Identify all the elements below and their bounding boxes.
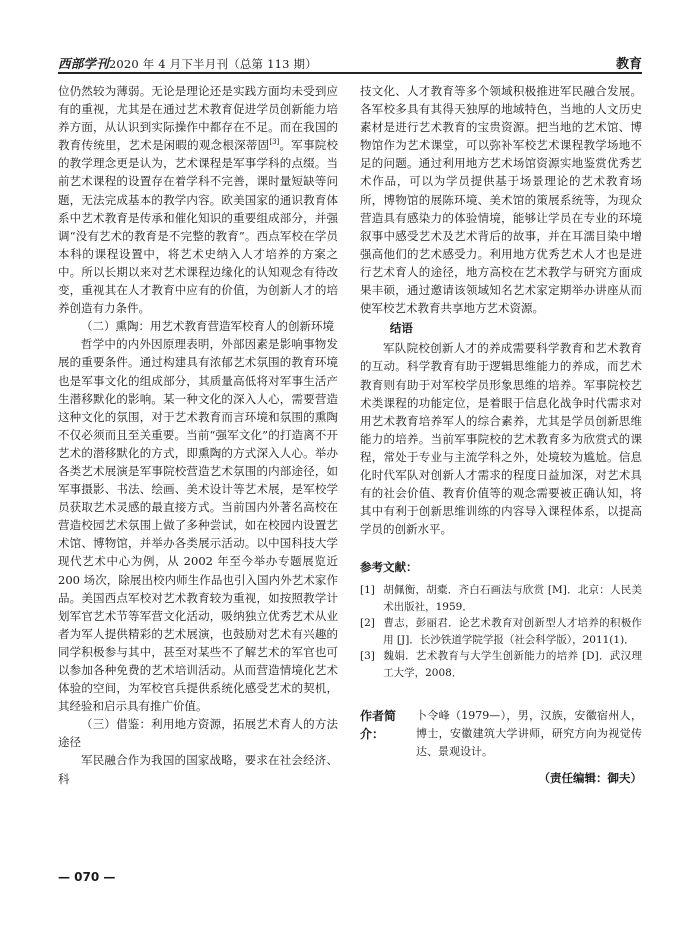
reference-number: [3] (360, 650, 375, 663)
header-rule (58, 72, 642, 74)
reference-item (360, 615, 642, 648)
editor-note: （责任编辑：御夫） (538, 771, 642, 786)
right-column (360, 82, 642, 788)
author-bio-label: 作者简介： (360, 709, 397, 742)
section-subheading (58, 715, 338, 751)
paragraph-text: 位仍然较为薄弱。无论是理论还是实践方面均未受到应有的重视，尤其是在通过艺术教育促进学员创新能力培养方面，从认识到实际操作中都存在不足。而在我国的教育传统里，艺术是闲暇的观念根深蒂固 (58, 84, 338, 153)
left-column (58, 82, 338, 788)
author-bio-text: 卜令峰（1979—），男，汉族，安徽宿州人，博士，安徽建筑大学讲师，研究方向为视觉传达、景观设计。 (416, 709, 642, 759)
reference-text: 胡佩衡，胡橐．齐白石画法与欣赏 [M]．北京：人民美术出版社，1959． (383, 584, 642, 613)
body-paragraph: 技文化、人才教育等多个领域积极推进军民融合发展。各军校多具有其得天独厚的地域特色，当地的人文历史素材是进行艺术教育的宝贵资源。把当地的艺术馆、博物馆作为艺术课堂，可以弥补军校艺术课程教学场地不足的问题。通过利用地方艺术场馆资源实地鉴赏优秀艺术作品，可以为学员提供基于场景理论的艺术教育场所，博物馆的展陈环境、美术馆的策展系统等，为现众营造具有感染力的体验情境，能够让学员在专业的环境叙事中感受艺术及艺术背后的故事，并在耳濡目染中增强高他们的艺术感受力。利用地方优秀艺术人才也是进行艺术育人的途径，地方高校在艺术教学与研究方面成果丰硕，通过邀请该领域知名艺术家定期举办讲座从而使军校艺术教育共享地方艺术资源。 (360, 84, 642, 316)
section-label: 教育 (615, 57, 642, 72)
author-bio (360, 707, 642, 761)
references-list (360, 582, 642, 681)
citation-marker: [3] (269, 138, 280, 147)
reference-number: [2] (360, 617, 375, 630)
reference-item (360, 648, 642, 681)
body-paragraph: 军队院校创新人才的养成需要科学教育和艺术教育的互动。科学教育有助于逻辑思维能力的养成，而艺术教育则有助于对军校学员形象思维的培养。军事院校艺术类课程的功能定位，是着眼于信息化战争时代需求对用艺术教育培养军人的综合素养，尤其是学员创新思维能力的培养。当前军事院校的艺术教育多为欣赏式的课程，常处于专业与主流学科之外，处境较为尴尬。信息化时代军队对创新人才需求的程度日益加深，对艺术具有的社会价值、教育价值等的观念需要被正确认知，将其中有利于创新思维训练的内容导入课程体系，以提高学员的创新水平。 (360, 341, 642, 537)
reference-text: 曹志，彭丽君．论艺术教育对创新型人才培养的积极作用 [J]．长沙铁道学院学报（社会科学版），2011(1)． (383, 617, 642, 646)
journal-name: 西部学刊 (58, 56, 109, 71)
subheading-number: （二） (81, 319, 116, 334)
reference-item (360, 582, 642, 615)
subheading-keyword: 借鉴 (116, 717, 140, 732)
conclusion-heading: 结语 (389, 321, 413, 336)
references-heading: 参考文献： (360, 560, 418, 575)
body-paragraph: 哲学中的内外因原理表明，外部因素是影响事物发展的重要条件。通过构建具有浓郁艺术氛围的教育环境也是军事文化的组成部分，其质量高低将对军事生活产生潜移默化的影响。某一种文化的深入人心，需要营造这种文化的氛围，对于艺术教育而言环境和氛围的熏陶不仅必须而且至关重要。当前“强军文化”的打造离不开艺术的潜移默化的方式，即熏陶的方式深入人心。举办各类艺术展演是军事院校营造艺术氛围的内部途径，如军事摄影、书法、绘画、美术设计等艺术展，是军校学员获取艺术灵感的最直接方式。当前国内外著名高校在营造校园艺术氛围上做了多种尝试，如在校园内设置艺术馆、博物馆，并举办各类展示活动。以中国科技大学现代艺术中心为例，从 2002 年至今举办专题展览近 200 场次，除展出校内师生作品也引入国内外艺术家作品。美国西点军校对艺术教育较为重视，如按照教学计划军官艺术节等军营文化活动，吸纳独立优秀艺术从业者为军人提供精彩的艺术展演，也鼓励对艺术有兴趣的同学积极参与其中，甚至对某些不了解艺术的军官也可以参加各种免费的艺术培训活动。从而营造情境化艺术体验的空间，为军校官兵提供系统化感受艺术的契机，其经验和启示具有推广价值。 (58, 337, 338, 714)
issue-info: 2020 年 4 月下半月刊（总第 113 期） (108, 57, 317, 71)
paragraph-text: 。军事院校的教学理念更是认为，艺术课程是军事学科的点缀。当前艺术课程的设置存在着学科不完善，课时量短缺等问题，无法完成基本的教学内容。欧美国家的通识教育体系中艺术教育是传承和催化知识的重要组成部分，并强调“没有艺术的教育是不完整的教育”。西点军校在学员本科的课程设置中，将艺术史纳入人才培养的方案之中。所以长期以来对艺术课程边缘化的认知观念有待改变，重视其在人才教育中应有的价值，为创新人才的培养创造有力条件。 (58, 138, 339, 316)
body-paragraph (58, 82, 338, 317)
running-header (58, 52, 642, 72)
reference-number: [1] (360, 584, 375, 597)
subheading-text: ：用艺术教育营造军校育人的创新环境 (138, 319, 334, 334)
body-paragraph: 军民融合作为我国的国家战略，要求在社会经济、科 (58, 753, 338, 786)
subheading-number: （三） (81, 717, 117, 732)
subheading-keyword: 熏陶 (115, 319, 139, 334)
journal-info (58, 54, 317, 72)
page-number: — 070 — (58, 870, 116, 884)
reference-text: 魏娟．艺术教育与大学生创新能力的培养 [D]．武汉理工大学，2008． (383, 650, 642, 679)
subheading-text: ：利用地方资源，拓展艺术育人的方法途径 (58, 717, 339, 750)
section-subheading (58, 317, 338, 335)
